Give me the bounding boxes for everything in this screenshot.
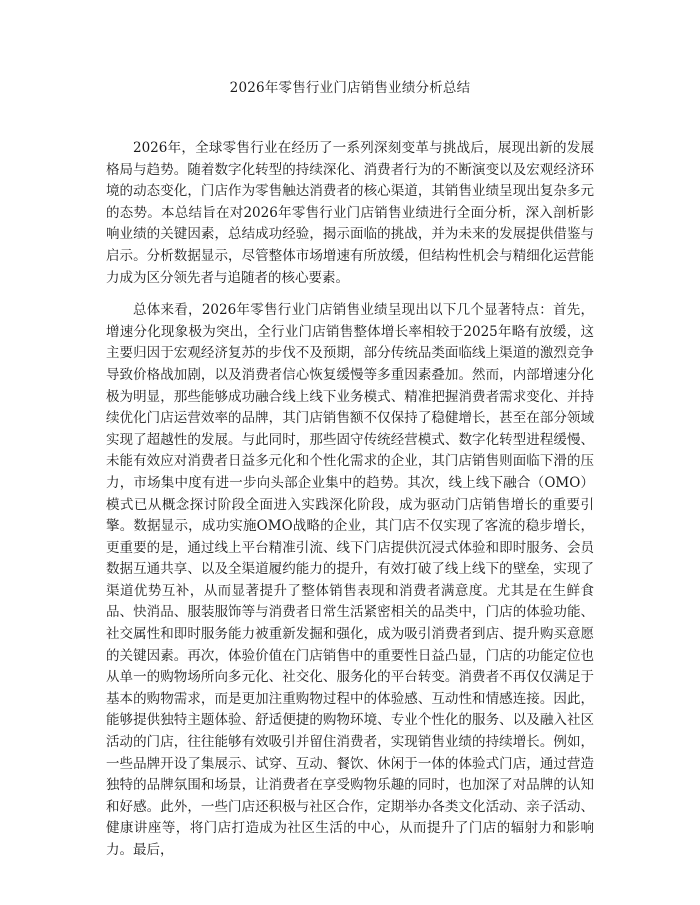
document-title: 2026年零售行业门店销售业绩分析总结 (229, 80, 471, 96)
paragraph-intro: 2026年，全球零售行业在经历了一系列深刻变革与挑战后，展现出新的发展格局与趋势。随着数字化转型的持续深化、消费者行为的不断演变以及宏观经济环境的动态变化，门店作为零售触达消费者的核心渠道，其销售业绩呈现出复杂多元的态势。本总结旨在对2026年零售行业门店销售业绩进行全面分析，深入剖析影响业绩的关键因素，总结成功经验，揭示面临的挑战，并为未来的发展提供借鉴与启示。分析数据显示，尽管整体市场增速有所放缓，但结构性机会与精细化运营能力成为区分领先者与追随者的核心要素。 (106, 140, 594, 286)
paragraph-overview: 总体来看，2026年零售行业门店销售业绩呈现出以下几个显著特点：首先，增速分化现象极为突出，全行业门店销售整体增长率相较于2025年略有放缓，这主要归因于宏观经济复苏的步伐不及预期，部分传统品类面临线上渠道的激烈竞争导致价格战加剧，以及消费者信心恢复缓慢等多重因素叠加。然而，内部增速分化极为明显，那些能够成功融合线上线下业务模式、精准把握消费者需求变化、并持续优化门店运营效率的品牌，其门店销售额不仅保持了稳健增长，甚至在部分领域实现了超越性的发展。与此同时，那些固守传统经营模式、数字化转型进程缓慢、未能有效应对消费者日益多元化和个性化需求的企业，其门店销售则面临下滑的压力，市场集中度有进一步向头部企业集中的趋势。其次，线上线下融合（OMO）模式已从概念探讨阶段全面进入实践深化阶段，成为驱动门店销售增长的重要引擎。数据显示，成功实施OMO战略的企业，其门店不仅实现了客流的稳步增长，更重要的是，通过线上平台精准引流、线下门店提供沉浸式体验和即时服务、会员数据互通共享、以及全渠道履约能力的提升，有效打破了线上线下的壁垒，实现了渠道优势互补，从而显著提升了整体销售表现和消费者满意度。尤其是在生鲜食品、快消品、服装服饰等与消费者日常生活紧密相关的品类中，门店的体验功能、社交属性和即时服务能力被重新发掘和强化，成为吸引消费者到店、提升购买意愿的关键因素。再次，体验价值在门店销售中的重要性日益凸显，门店的功能定位也从单一的购物场所向多元化、社交化、服务化的平台转变。消费者不再仅仅满足于基本的购物需求，而是更加注重购物过程中的体验感、互动性和情感连接。因此，能够提供独特主题体验、舒适便捷的购物环境、专业个性化的服务、以及融入社区活动的门店，往往能够有效吸引并留住消费者，实现销售业绩的持续增长。例如，一些品牌开设了集展示、试穿、互动、餐饮、休闲于一体的体验式门店，通过营造独特的品牌氛围和场景，让消费者在享受购物乐趣的同时，也加深了对品牌的认知和好感。此外，一些门店还积极与社区合作，定期举办各类文化活动、亲子活动、健康讲座等，将门店打造成为社区生活的中心，从而提升了门店的辐射力和影响力。最后， (106, 302, 594, 858)
